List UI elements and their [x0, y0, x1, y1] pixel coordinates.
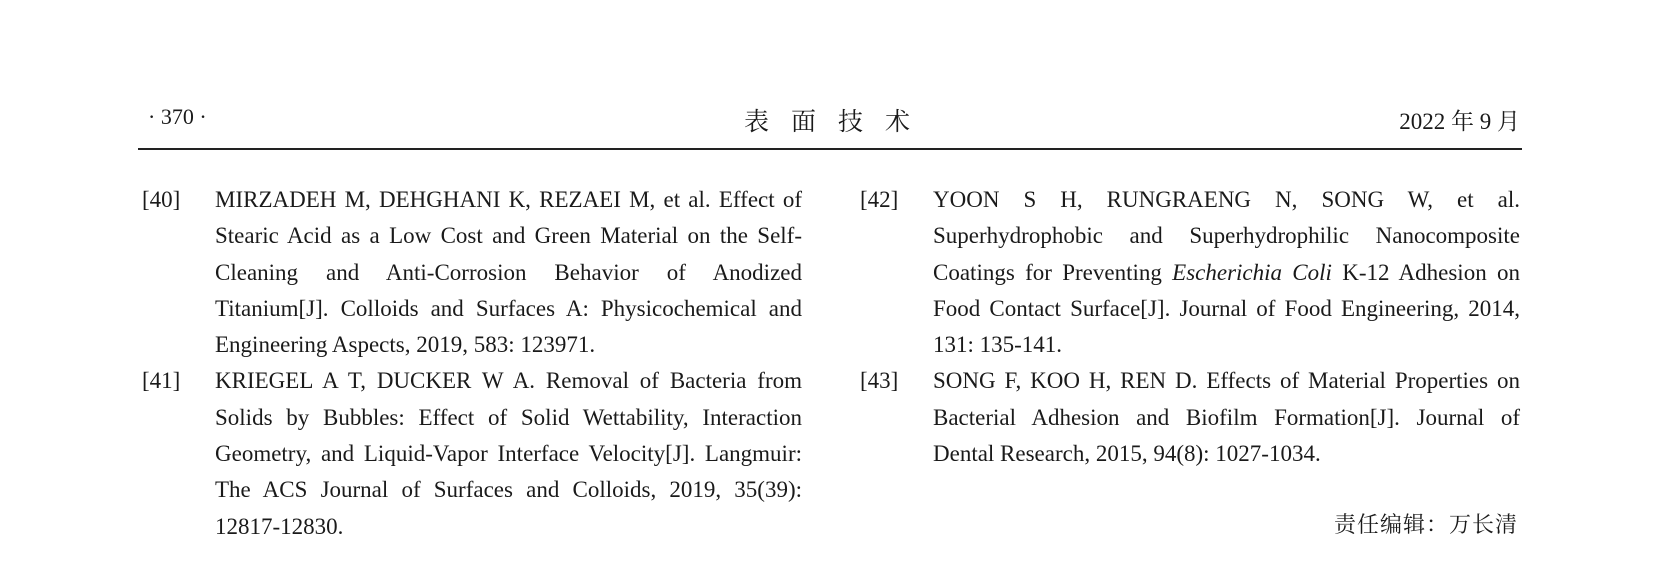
reference-text-part: YOON S H, RUNGRAENG N, SONG W, et al. Superhydrophobic and Superhydrophilic Nanocomposite Coatings for Preventing	[933, 187, 1520, 285]
reference-column-left	[142, 182, 802, 545]
reference-entry	[860, 182, 1520, 363]
header-rule	[138, 148, 1522, 150]
page-number: · 370 ·	[148, 104, 207, 129]
reference-text: KRIEGEL A T, DUCKER W A. Removal of Bacteria from Solids by Bubbles: Effect of Solid Wettability, Interaction Geometry, and Liquid-Vapor Interface Velocity[J]. Langmuir: The ACS Journal of Surfaces and Colloids, 2019, 35(39): 12817-12830.	[215, 368, 802, 539]
reference-column-right	[860, 182, 1520, 472]
reference-number: [43]	[860, 368, 899, 394]
responsible-editor: 责任编辑：万长清	[1333, 513, 1518, 538]
reference-entry	[860, 363, 1520, 472]
journal-title: 表面技术	[743, 109, 932, 136]
reference-text-part: K-12 Adhesion on Food Contact Surface[J]. Journal of Food Engineering, 2014, 131: 135-141.	[933, 259, 1520, 358]
reference-entry	[142, 363, 802, 544]
reference-text: SONG F, KOO H, REN D. Effects of Material Properties on Bacterial Adhesion and Biofilm Formation[J]. Journal of Dental Research, 2015, 94(8): 1027-1034.	[933, 368, 1520, 467]
reference-text: MIRZADEH M, DEHGHANI K, REZAEI M, et al. Effect of Stearic Acid as a Low Cost and Green Material on the Self-Cleaning and Anti-Corrosion Behavior of Anodized Titanium[J]. Colloids and Surfaces A: Physicochemical and Engineering Aspects, 2019, 583: 123971.	[215, 187, 802, 358]
reference-number: [42]	[860, 187, 899, 212]
reference-text	[933, 182, 1520, 363]
reference-number: [41]	[142, 368, 181, 394]
reference-entry	[142, 182, 802, 363]
page-header	[0, 0, 1654, 150]
reference-number: [40]	[142, 187, 181, 212]
reference-text-italic: Escherichia Coli	[1172, 259, 1332, 285]
issue-date: 2022 年 9 月	[1399, 109, 1520, 134]
